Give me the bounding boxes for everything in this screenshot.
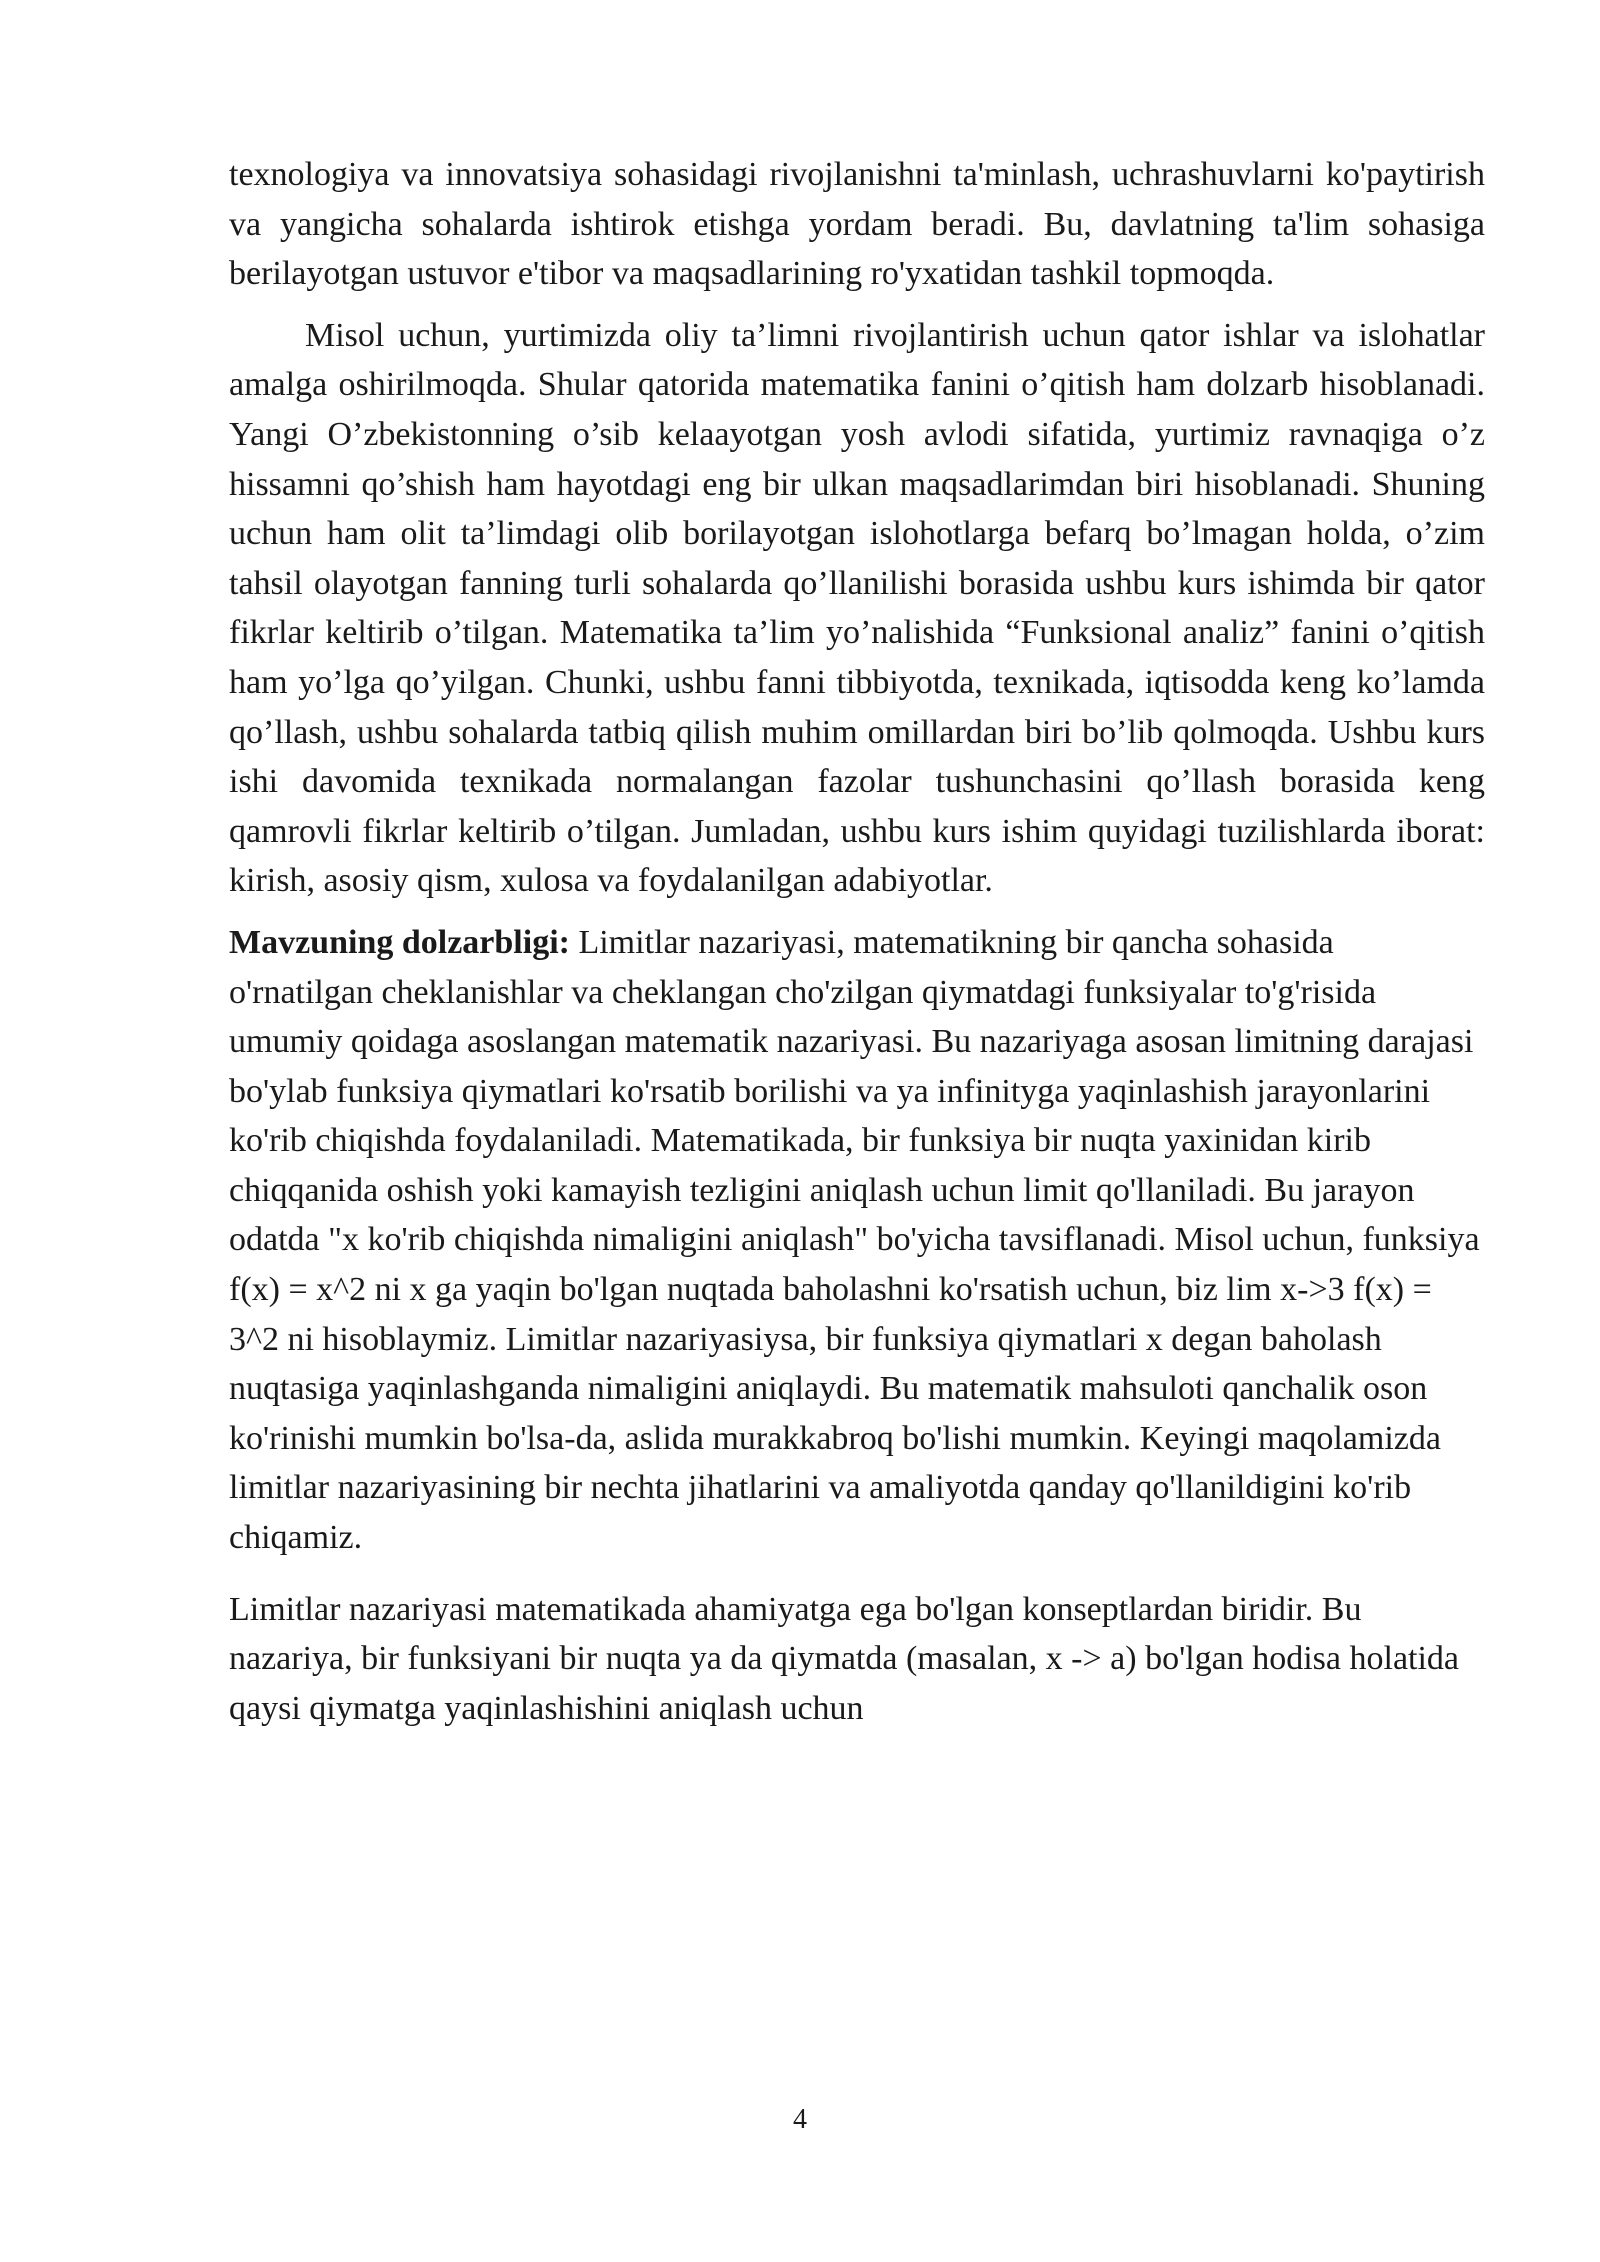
paragraph-example: Misol uchun, yurtimizda oliy ta’limni rivojlantirish uchun qator ishlar va islohatlar amalga oshirilmoqda. Shular qatorida matematika fanini o’qitish ham dolzarb hisoblanadi. Yangi O’zbekistonning o’sib kelaayotgan yosh avlodi sifatida, yurtimiz ravnaqiga o’z hissamni qo’shish ham hayotdagi eng bir ulkan maqsadlarimdan biri hisoblanadi. Shuning uchun ham olit ta’limdagi olib borilayotgan islohotlarga befarq bo’lmagan holda, o’zim tahsil olayotgan fanning turli sohalarda qo’llanilishi borasida ushbu kurs ishimda bir qator fikrlar keltirib o’tilgan. Matematika ta’lim yo’nalishida “Funksional analiz” fanini o’qitish ham yo’lga qo’yilgan. Chunki, ushbu fanni tibbiyotda, texnikada, iqtisodda keng ko’lamda qo’llash, ushbu sohalarda tatbiq qilish muhim omillardan biri bo’lib qolmoqda. Ushbu kurs ishi davomida texnikada normalangan fazolar tushunchasini qo’llash borasida keng qamrovli fikrlar keltirib o’tilgan. Jumladan, ushbu kurs ishim quyidagi tuzilishlarda iborat: kirish, asosiy qism, xulosa va foydalanilgan adabiyotlar. (229, 316, 1485, 900)
relevance-body: Limitlar nazariyasi, matematikning bir qancha sohasida o'rnatilgan cheklanishlar va cheklangan cho'zilgan qiymatdagi funksiyalar to'g'risida umumiy qoidaga asoslangan matematik nazariyasi. Bu nazariyaga asosan limitning darajasi bo'ylab funksiya qiymatlari ko'rsatib borilishi va ya infinityga yaqinlashish jarayonlarini ko'rib chiqishda foydalaniladi. Matematikada, bir funksiya bir nuqta yaxinidan kirib chiqqanida oshish yoki kamayish tezligini aniqlash uchun limit qo'llaniladi. Bu jarayon odatda "x ko'rib chiqishda nimaligini aniqlash" bo'yicha tavsiflanadi. Misol uchun, funksiya f(x) = x^2 ni x ga yaqin bo'lgan nuqtada baholashni ko'rsatish uchun, biz lim x->3 f(x) = 3^2 ni hisoblaymiz. Limitlar nazariyasiysa, bir funksiya qiymatlari x degan baholash nuqtasiga yaqinlashganda nimaligini aniqlaydi. Bu matematik mahsuloti qanchalik oson ko'rinishi mumkin bo'lsa-da, aslida murakkabroq bo'lishi mumkin. Keyingi maqolamizda limitlar nazariyasining bir nechta jihatlarini va amaliyotda qanday qo'llanildigini ko'rib chiqamiz. (229, 923, 1480, 1557)
page-number: 4 (793, 2104, 807, 2135)
paragraph-relevance (229, 918, 1485, 1563)
paragraph-intro-continuation: texnologiya va innovatsiya sohasidagi rivojlanishni ta'minlash, uchrashuvlarni ko'paytirish va yangicha sohalarda ishtirok etishga yordam beradi. Bu, davlatning ta'lim sohasiga berilayotgan ustuvor e'tibor va maqsadlarining ro'yxatidan tashkil topmoqda. (229, 156, 1485, 293)
relevance-heading: Mavzuning dolzarbligi: (229, 923, 570, 961)
paragraph-limit-theory: Limitlar nazariyasi matematikada ahamiyatga ega bo'lgan konseptlardan biridir. Bu nazariya, bir funksiyani bir nuqta ya da qiymatda (masalan, x -> a) bo'lgan hodisa holatida qaysi qiymatga yaqinlashishini aniqlash uchun (229, 1590, 1460, 1727)
document-page (229, 150, 1485, 1733)
